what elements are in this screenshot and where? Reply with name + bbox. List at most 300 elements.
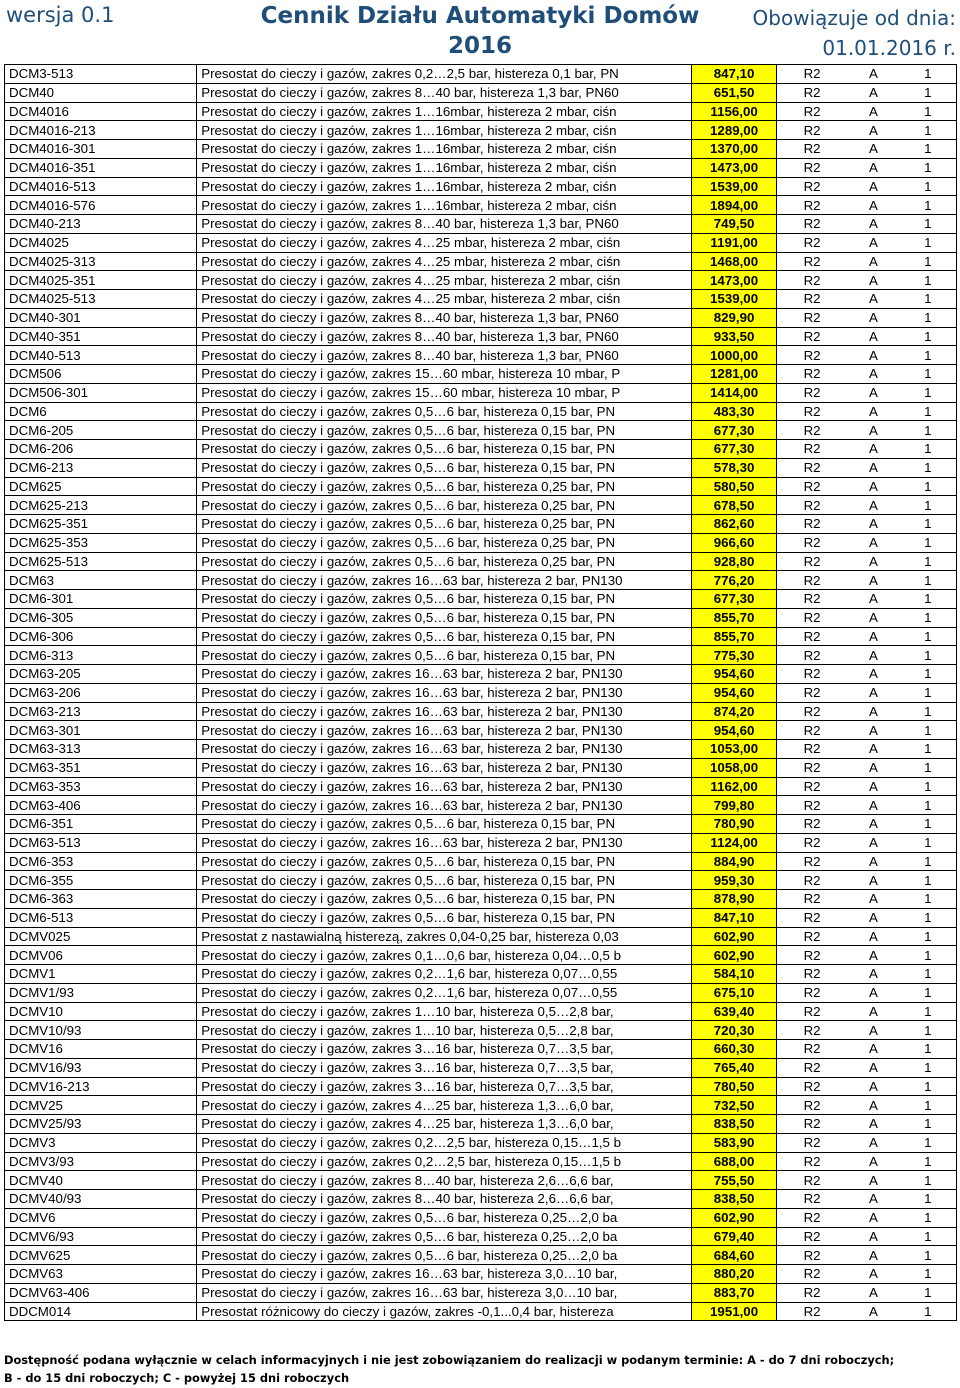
quantity: 1: [900, 327, 957, 346]
product-description: Presostat do cieczy i gazów, zakres 16…63 bar, histereza 2 bar, PN130: [197, 833, 692, 852]
table-row: [5, 515, 957, 534]
quantity: 1: [900, 308, 957, 327]
product-description: Presostat do cieczy i gazów, zakres 4…25 mbar, histereza 2 mbar, ciśn: [197, 290, 692, 309]
price-group: R2: [776, 965, 847, 984]
availability: A: [847, 852, 899, 871]
product-code: DCM4025-351: [5, 271, 197, 290]
availability: A: [847, 421, 899, 440]
quantity: 1: [900, 1096, 957, 1115]
product-price: 838,50: [692, 1190, 777, 1209]
table-row: [5, 65, 957, 84]
table-row: [5, 421, 957, 440]
product-price: 1053,00: [692, 740, 777, 759]
availability: A: [847, 627, 899, 646]
availability: A: [847, 121, 899, 140]
availability: A: [847, 102, 899, 121]
product-code: DCM6-351: [5, 815, 197, 834]
availability: A: [847, 515, 899, 534]
price-group: R2: [776, 365, 847, 384]
product-code: DCMV16-213: [5, 1077, 197, 1096]
product-price: 584,10: [692, 965, 777, 984]
product-code: DCM6-355: [5, 871, 197, 890]
product-price: 1951,00: [692, 1302, 777, 1321]
availability: A: [847, 946, 899, 965]
availability: A: [847, 477, 899, 496]
product-code: DCM625-353: [5, 533, 197, 552]
quantity: 1: [900, 777, 957, 796]
price-group: R2: [776, 833, 847, 852]
price-group: R2: [776, 121, 847, 140]
product-code: DCMV10: [5, 1002, 197, 1021]
availability: A: [847, 965, 899, 984]
price-group: R2: [776, 177, 847, 196]
product-code: DCM63-213: [5, 702, 197, 721]
quantity: 1: [900, 646, 957, 665]
availability: A: [847, 383, 899, 402]
product-price: 1281,00: [692, 365, 777, 384]
table-row: [5, 1021, 957, 1040]
product-price: 583,90: [692, 1133, 777, 1152]
product-description: Presostat do cieczy i gazów, zakres 0,1…0,6 bar, histereza 0,04…0,5 b: [197, 946, 692, 965]
quantity: 1: [900, 102, 957, 121]
price-group: R2: [776, 983, 847, 1002]
product-price: 677,30: [692, 440, 777, 459]
product-price: 580,50: [692, 477, 777, 496]
availability: A: [847, 646, 899, 665]
product-price: 829,90: [692, 308, 777, 327]
quantity: 1: [900, 983, 957, 1002]
quantity: 1: [900, 627, 957, 646]
product-description: Presostat do cieczy i gazów, zakres 0,5…6 bar, histereza 0,15 bar, PN: [197, 402, 692, 421]
product-price: 675,10: [692, 983, 777, 1002]
product-price: 959,30: [692, 871, 777, 890]
product-description: Presostat do cieczy i gazów, zakres 1…16mbar, histereza 2 mbar, ciśn: [197, 177, 692, 196]
product-price: 954,60: [692, 665, 777, 684]
product-price: 651,50: [692, 83, 777, 102]
quantity: 1: [900, 1246, 957, 1265]
product-price: 660,30: [692, 1040, 777, 1059]
table-row: [5, 440, 957, 459]
availability: A: [847, 1227, 899, 1246]
product-code: DCM4016: [5, 102, 197, 121]
price-group: R2: [776, 158, 847, 177]
price-group: R2: [776, 740, 847, 759]
availability: A: [847, 327, 899, 346]
price-group: R2: [776, 477, 847, 496]
availability: A: [847, 1077, 899, 1096]
product-description: Presostat do cieczy i gazów, zakres 16…63 bar, histereza 2 bar, PN130: [197, 740, 692, 759]
product-price: 688,00: [692, 1152, 777, 1171]
product-code: DCMV06: [5, 946, 197, 965]
product-description: Presostat do cieczy i gazów, zakres 0,5…6 bar, histereza 0,15 bar, PN: [197, 646, 692, 665]
table-row: [5, 1171, 957, 1190]
quantity: 1: [900, 796, 957, 815]
availability: A: [847, 1058, 899, 1077]
product-price: 1894,00: [692, 196, 777, 215]
product-code: DCMV40: [5, 1171, 197, 1190]
product-description: Presostat do cieczy i gazów, zakres 15…60 mbar, histereza 10 mbar, P: [197, 383, 692, 402]
availability: A: [847, 346, 899, 365]
product-price: 720,30: [692, 1021, 777, 1040]
table-row: [5, 290, 957, 309]
price-group: R2: [776, 308, 847, 327]
quantity: 1: [900, 1171, 957, 1190]
product-description: Presostat do cieczy i gazów, zakres 3…16 bar, histereza 0,7…3,5 bar,: [197, 1077, 692, 1096]
quantity: 1: [900, 702, 957, 721]
price-group: R2: [776, 327, 847, 346]
table-row: [5, 796, 957, 815]
availability: A: [847, 571, 899, 590]
availability: A: [847, 365, 899, 384]
price-group: R2: [776, 852, 847, 871]
product-price: 1539,00: [692, 177, 777, 196]
product-code: DCM63-351: [5, 758, 197, 777]
table-row: [5, 665, 957, 684]
quantity: 1: [900, 571, 957, 590]
product-price: 928,80: [692, 552, 777, 571]
table-row: [5, 1265, 957, 1284]
product-price: 1414,00: [692, 383, 777, 402]
table-row: [5, 477, 957, 496]
product-price: 678,50: [692, 496, 777, 515]
table-row: [5, 140, 957, 159]
footer-line-1: Dostępność podana wyłącznie w celach informacyjnych i nie jest zobowiązaniem do realizacji w podanym terminie: A - do 7 dni roboczych;: [4, 1353, 895, 1367]
product-price: 775,30: [692, 646, 777, 665]
quantity: 1: [900, 740, 957, 759]
product-price: 1156,00: [692, 102, 777, 121]
table-row: [5, 965, 957, 984]
availability: A: [847, 290, 899, 309]
availability: A: [847, 1002, 899, 1021]
product-code: DCM6-513: [5, 908, 197, 927]
price-group: R2: [776, 1152, 847, 1171]
product-code: DCMV63: [5, 1265, 197, 1284]
table-row: [5, 1058, 957, 1077]
product-code: DCM63-353: [5, 777, 197, 796]
product-code: DCM6: [5, 402, 197, 421]
product-code: DCMV1/93: [5, 983, 197, 1002]
product-description: Presostat do cieczy i gazów, zakres 0,2…2,5 bar, histereza 0,1 bar, PN: [197, 65, 692, 84]
product-code: DCM6-205: [5, 421, 197, 440]
price-group: R2: [776, 721, 847, 740]
price-group: R2: [776, 290, 847, 309]
quantity: 1: [900, 515, 957, 534]
price-group: R2: [776, 196, 847, 215]
price-group: R2: [776, 552, 847, 571]
price-group: R2: [776, 815, 847, 834]
availability: A: [847, 1302, 899, 1321]
price-group: R2: [776, 440, 847, 459]
quantity: 1: [900, 496, 957, 515]
validity-block: [753, 3, 956, 63]
quantity: 1: [900, 908, 957, 927]
quantity: 1: [900, 1152, 957, 1171]
price-group: R2: [776, 533, 847, 552]
table-row: [5, 233, 957, 252]
product-description: Presostat do cieczy i gazów, zakres 0,2…1,6 bar, histereza 0,07…0,55: [197, 983, 692, 1002]
product-code: DCM40-301: [5, 308, 197, 327]
table-row: [5, 458, 957, 477]
quantity: 1: [900, 421, 957, 440]
product-description: Presostat do cieczy i gazów, zakres 3…16 bar, histereza 0,7…3,5 bar,: [197, 1040, 692, 1059]
product-price: 677,30: [692, 421, 777, 440]
table-row: [5, 646, 957, 665]
product-description: Presostat do cieczy i gazów, zakres 0,5…6 bar, histereza 0,15 bar, PN: [197, 590, 692, 609]
product-code: DCM4016-213: [5, 121, 197, 140]
price-group: R2: [776, 515, 847, 534]
availability: A: [847, 1265, 899, 1284]
product-code: DCM6-206: [5, 440, 197, 459]
product-description: Presostat do cieczy i gazów, zakres 1…16mbar, histereza 2 mbar, ciśn: [197, 140, 692, 159]
availability: A: [847, 777, 899, 796]
product-description: Presostat do cieczy i gazów, zakres 3…16 bar, histereza 0,7…3,5 bar,: [197, 1058, 692, 1077]
product-description: Presostat do cieczy i gazów, zakres 0,5…6 bar, histereza 0,15 bar, PN: [197, 440, 692, 459]
product-description: Presostat do cieczy i gazów, zakres 0,5…6 bar, histereza 0,15 bar, PN: [197, 852, 692, 871]
quantity: 1: [900, 290, 957, 309]
product-code: DCM6-306: [5, 627, 197, 646]
price-group: R2: [776, 102, 847, 121]
price-group: R2: [776, 927, 847, 946]
quantity: 1: [900, 1133, 957, 1152]
table-row: [5, 890, 957, 909]
product-price: 933,50: [692, 327, 777, 346]
product-description: Presostat z nastawialną histerezą, zakres 0,04-0,25 bar, histereza 0,03: [197, 927, 692, 946]
product-description: Presostat do cieczy i gazów, zakres 8…40 bar, histereza 1,3 bar, PN60: [197, 215, 692, 234]
table-row: [5, 496, 957, 515]
table-row: [5, 1208, 957, 1227]
table-row: [5, 833, 957, 852]
product-description: Presostat do cieczy i gazów, zakres 16…63 bar, histereza 2 bar, PN130: [197, 665, 692, 684]
quantity: 1: [900, 233, 957, 252]
price-group: R2: [776, 83, 847, 102]
product-price: 578,30: [692, 458, 777, 477]
product-price: 677,30: [692, 590, 777, 609]
product-code: DCM63: [5, 571, 197, 590]
table-row: [5, 946, 957, 965]
product-description: Presostat do cieczy i gazów, zakres 0,5…6 bar, histereza 0,15 bar, PN: [197, 908, 692, 927]
price-group: R2: [776, 1002, 847, 1021]
product-price: 1473,00: [692, 271, 777, 290]
table-row: [5, 683, 957, 702]
product-code: DDCM014: [5, 1302, 197, 1321]
product-description: Presostat do cieczy i gazów, zakres 0,5…6 bar, histereza 0,25 bar, PN: [197, 533, 692, 552]
product-description: Presostat do cieczy i gazów, zakres 8…40 bar, histereza 1,3 bar, PN60: [197, 308, 692, 327]
quantity: 1: [900, 721, 957, 740]
availability: A: [847, 552, 899, 571]
product-price: 1473,00: [692, 158, 777, 177]
price-group: R2: [776, 1021, 847, 1040]
product-code: DCMV6: [5, 1208, 197, 1227]
table-row: [5, 590, 957, 609]
price-group: R2: [776, 496, 847, 515]
quantity: 1: [900, 1058, 957, 1077]
availability: A: [847, 927, 899, 946]
availability: A: [847, 608, 899, 627]
product-description: Presostat do cieczy i gazów, zakres 1…16mbar, histereza 2 mbar, ciśn: [197, 121, 692, 140]
availability: A: [847, 1246, 899, 1265]
product-code: DCMV10/93: [5, 1021, 197, 1040]
table-row: [5, 1096, 957, 1115]
price-group: R2: [776, 1246, 847, 1265]
product-code: DCM3-513: [5, 65, 197, 84]
quantity: 1: [900, 590, 957, 609]
quantity: 1: [900, 552, 957, 571]
product-price: 847,10: [692, 65, 777, 84]
product-code: DCM625-351: [5, 515, 197, 534]
product-description: Presostat różnicowy do cieczy i gazów, zakres -0,1...0,4 bar, histereza: [197, 1302, 692, 1321]
product-code: DCM63-313: [5, 740, 197, 759]
product-price: 874,20: [692, 702, 777, 721]
quantity: 1: [900, 815, 957, 834]
table-row: [5, 177, 957, 196]
validity-label: Obowiązuje od dnia:: [752, 6, 956, 30]
product-price: 883,70: [692, 1283, 777, 1302]
product-code: DCMV3: [5, 1133, 197, 1152]
price-group: R2: [776, 1283, 847, 1302]
table-row: [5, 83, 957, 102]
product-code: DCM63-205: [5, 665, 197, 684]
availability: A: [847, 815, 899, 834]
product-description: Presostat do cieczy i gazów, zakres 4…25 bar, histereza 1,3…6,0 bar,: [197, 1096, 692, 1115]
product-price: 884,90: [692, 852, 777, 871]
quantity: 1: [900, 402, 957, 421]
availability: A: [847, 533, 899, 552]
table-row: [5, 815, 957, 834]
product-description: Presostat do cieczy i gazów, zakres 0,5…6 bar, histereza 0,15 bar, PN: [197, 871, 692, 890]
quantity: 1: [900, 1115, 957, 1134]
product-code: DCMV3/93: [5, 1152, 197, 1171]
table-row: [5, 271, 957, 290]
price-group: R2: [776, 608, 847, 627]
product-description: Presostat do cieczy i gazów, zakres 0,5…6 bar, histereza 0,25 bar, PN: [197, 515, 692, 534]
table-row: [5, 927, 957, 946]
product-code: DCM4025: [5, 233, 197, 252]
availability: A: [847, 271, 899, 290]
table-row: [5, 1040, 957, 1059]
product-description: Presostat do cieczy i gazów, zakres 4…25 mbar, histereza 2 mbar, ciśn: [197, 233, 692, 252]
price-group: R2: [776, 402, 847, 421]
price-group: R2: [776, 1058, 847, 1077]
table-row: [5, 308, 957, 327]
quantity: 1: [900, 440, 957, 459]
table-row: [5, 1302, 957, 1321]
product-description: Presostat do cieczy i gazów, zakres 4…25 mbar, histereza 2 mbar, ciśn: [197, 252, 692, 271]
product-description: Presostat do cieczy i gazów, zakres 4…25 bar, histereza 1,3…6,0 bar,: [197, 1115, 692, 1134]
product-description: Presostat do cieczy i gazów, zakres 16…63 bar, histereza 3,0…10 bar,: [197, 1283, 692, 1302]
table-row: [5, 571, 957, 590]
product-description: Presostat do cieczy i gazów, zakres 1…10 bar, histereza 0,5…2,8 bar,: [197, 1021, 692, 1040]
product-price: 776,20: [692, 571, 777, 590]
availability: A: [847, 1133, 899, 1152]
availability: A: [847, 833, 899, 852]
price-group: R2: [776, 908, 847, 927]
product-code: DCM6-313: [5, 646, 197, 665]
price-group: R2: [776, 1096, 847, 1115]
product-description: Presostat do cieczy i gazów, zakres 16…63 bar, histereza 2 bar, PN130: [197, 571, 692, 590]
product-description: Presostat do cieczy i gazów, zakres 1…16mbar, histereza 2 mbar, ciśn: [197, 196, 692, 215]
availability: A: [847, 65, 899, 84]
availability: A: [847, 402, 899, 421]
availability: A: [847, 215, 899, 234]
product-description: Presostat do cieczy i gazów, zakres 0,5…6 bar, histereza 0,25…2,0 ba: [197, 1227, 692, 1246]
product-description: Presostat do cieczy i gazów, zakres 16…63 bar, histereza 2 bar, PN130: [197, 796, 692, 815]
availability: A: [847, 83, 899, 102]
availability: A: [847, 1171, 899, 1190]
product-price: 1058,00: [692, 758, 777, 777]
price-group: R2: [776, 1208, 847, 1227]
product-description: Presostat do cieczy i gazów, zakres 0,5…6 bar, histereza 0,25 bar, PN: [197, 496, 692, 515]
product-code: DCM4016-351: [5, 158, 197, 177]
availability: A: [847, 496, 899, 515]
product-price: 1191,00: [692, 233, 777, 252]
quantity: 1: [900, 140, 957, 159]
table-row: [5, 327, 957, 346]
product-price: 878,90: [692, 890, 777, 909]
product-price: 1162,00: [692, 777, 777, 796]
product-description: Presostat do cieczy i gazów, zakres 1…10 bar, histereza 0,5…2,8 bar,: [197, 1002, 692, 1021]
product-description: Presostat do cieczy i gazów, zakres 16…63 bar, histereza 2 bar, PN130: [197, 758, 692, 777]
quantity: 1: [900, 177, 957, 196]
quantity: 1: [900, 215, 957, 234]
price-group: R2: [776, 946, 847, 965]
price-group: R2: [776, 683, 847, 702]
quantity: 1: [900, 1190, 957, 1209]
table-row: [5, 1152, 957, 1171]
product-description: Presostat do cieczy i gazów, zakres 0,5…6 bar, histereza 0,15 bar, PN: [197, 458, 692, 477]
price-group: R2: [776, 65, 847, 84]
product-description: Presostat do cieczy i gazów, zakres 1…16mbar, histereza 2 mbar, ciśn: [197, 158, 692, 177]
page-header: [0, 0, 960, 62]
price-group: R2: [776, 233, 847, 252]
price-group: R2: [776, 571, 847, 590]
price-table: [4, 64, 957, 1321]
product-price: 966,60: [692, 533, 777, 552]
quantity: 1: [900, 365, 957, 384]
product-description: Presostat do cieczy i gazów, zakres 1…16mbar, histereza 2 mbar, ciśn: [197, 102, 692, 121]
product-price: 847,10: [692, 908, 777, 927]
table-row: [5, 608, 957, 627]
quantity: 1: [900, 65, 957, 84]
price-group: R2: [776, 1133, 847, 1152]
product-description: Presostat do cieczy i gazów, zakres 16…63 bar, histereza 3,0…10 bar,: [197, 1265, 692, 1284]
product-code: DCM6-363: [5, 890, 197, 909]
table-row: [5, 346, 957, 365]
product-description: Presostat do cieczy i gazów, zakres 0,5…6 bar, histereza 0,15 bar, PN: [197, 421, 692, 440]
table-row: [5, 908, 957, 927]
price-group: R2: [776, 140, 847, 159]
product-price: 855,70: [692, 608, 777, 627]
table-row: [5, 402, 957, 421]
price-group: R2: [776, 421, 847, 440]
version-label: wersja 0.1: [6, 3, 115, 27]
product-description: Presostat do cieczy i gazów, zakres 16…63 bar, histereza 2 bar, PN130: [197, 777, 692, 796]
availability: A: [847, 1208, 899, 1227]
quantity: 1: [900, 1283, 957, 1302]
availability: A: [847, 1096, 899, 1115]
table-row: [5, 758, 957, 777]
product-description: Presostat do cieczy i gazów, zakres 8…40 bar, histereza 1,3 bar, PN60: [197, 327, 692, 346]
table-row: [5, 552, 957, 571]
product-description: Presostat do cieczy i gazów, zakres 8…40 bar, histereza 1,3 bar, PN60: [197, 346, 692, 365]
availability: A: [847, 440, 899, 459]
product-price: 1468,00: [692, 252, 777, 271]
product-code: DCM4025-313: [5, 252, 197, 271]
quantity: 1: [900, 121, 957, 140]
table-row: [5, 702, 957, 721]
product-code: DCM4016-301: [5, 140, 197, 159]
table-row: [5, 721, 957, 740]
product-code: DCM63-206: [5, 683, 197, 702]
